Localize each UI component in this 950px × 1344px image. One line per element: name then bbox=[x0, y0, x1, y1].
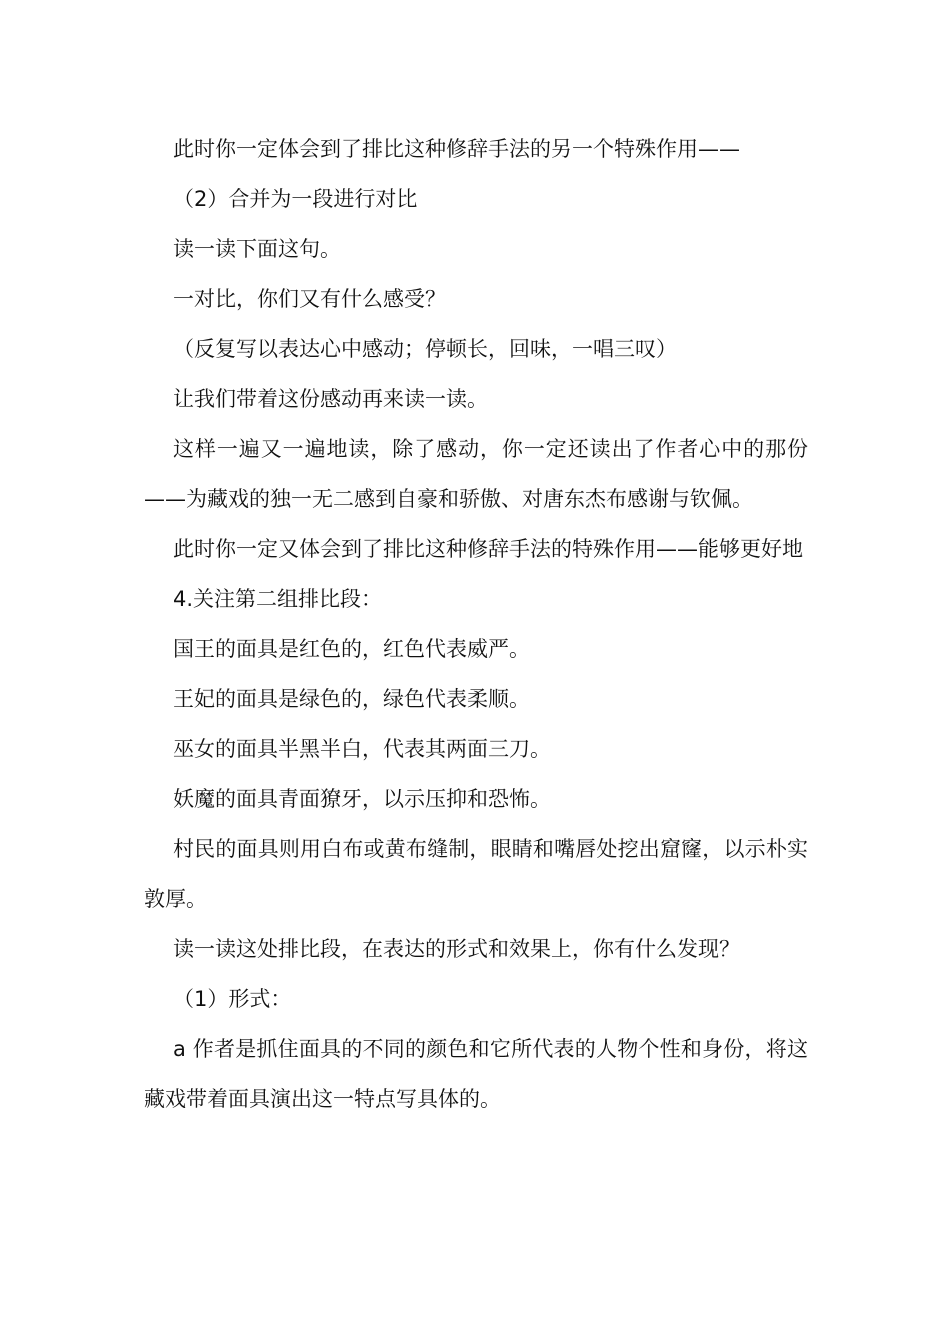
paragraph-form-heading: （1）形式： bbox=[173, 987, 292, 1011]
paragraph-demon-mask: 妖魔的面具青面獠牙，以示压抑和恐怖。 bbox=[173, 787, 551, 811]
paragraph-villager-mask: 村民的面具则用白布或黄布缝制，眼睛和嘴唇处挖出窟窿，以示朴实敦厚。 bbox=[144, 837, 808, 911]
paragraph-form-point-a: a 作者是抓住面具的不同的颜色和它所代表的人物个性和身份，将这藏戏带着面具演出这一特点写具体的。 bbox=[144, 1037, 808, 1111]
paragraph-special-effect: 此时你一定又体会到了排比这种修辞手法的特殊作用——能够更好地 bbox=[173, 537, 803, 561]
paragraph-king-mask: 国王的面具是红色的，红色代表威严。 bbox=[173, 637, 530, 661]
paragraph-section-4-heading: 4.关注第二组排比段： bbox=[173, 587, 383, 611]
paragraph-parallelism-effect: 此时你一定体会到了排比这种修辞手法的另一个特殊作用—— bbox=[173, 137, 740, 161]
paragraph-read-again: 让我们带着这份感动再来读一读。 bbox=[173, 387, 488, 411]
document-body bbox=[144, 124, 808, 1124]
paragraph-feeling-note: （反复写以表达心中感动；停顿长，回味，一唱三叹） bbox=[173, 337, 677, 361]
paragraph-merge-contrast: （2）合并为一段进行对比 bbox=[173, 187, 418, 211]
paragraph-read-sentence: 读一读下面这句。 bbox=[173, 237, 341, 261]
paragraph-contrast-question: 一对比，你们又有什么感受？ bbox=[173, 287, 446, 311]
paragraph-discovery-question: 读一读这处排比段，在表达的形式和效果上，你有什么发现？ bbox=[173, 937, 740, 961]
paragraph-pride: 这样一遍又一遍地读，除了感动，你一定还读出了作者心中的那份——为藏戏的独一无二感到自豪和骄傲、对唐东杰布感谢与钦佩。 bbox=[144, 437, 808, 511]
paragraph-queen-mask: 王妃的面具是绿色的，绿色代表柔顺。 bbox=[173, 687, 530, 711]
paragraph-witch-mask: 巫女的面具半黑半白，代表其两面三刀。 bbox=[173, 737, 551, 761]
